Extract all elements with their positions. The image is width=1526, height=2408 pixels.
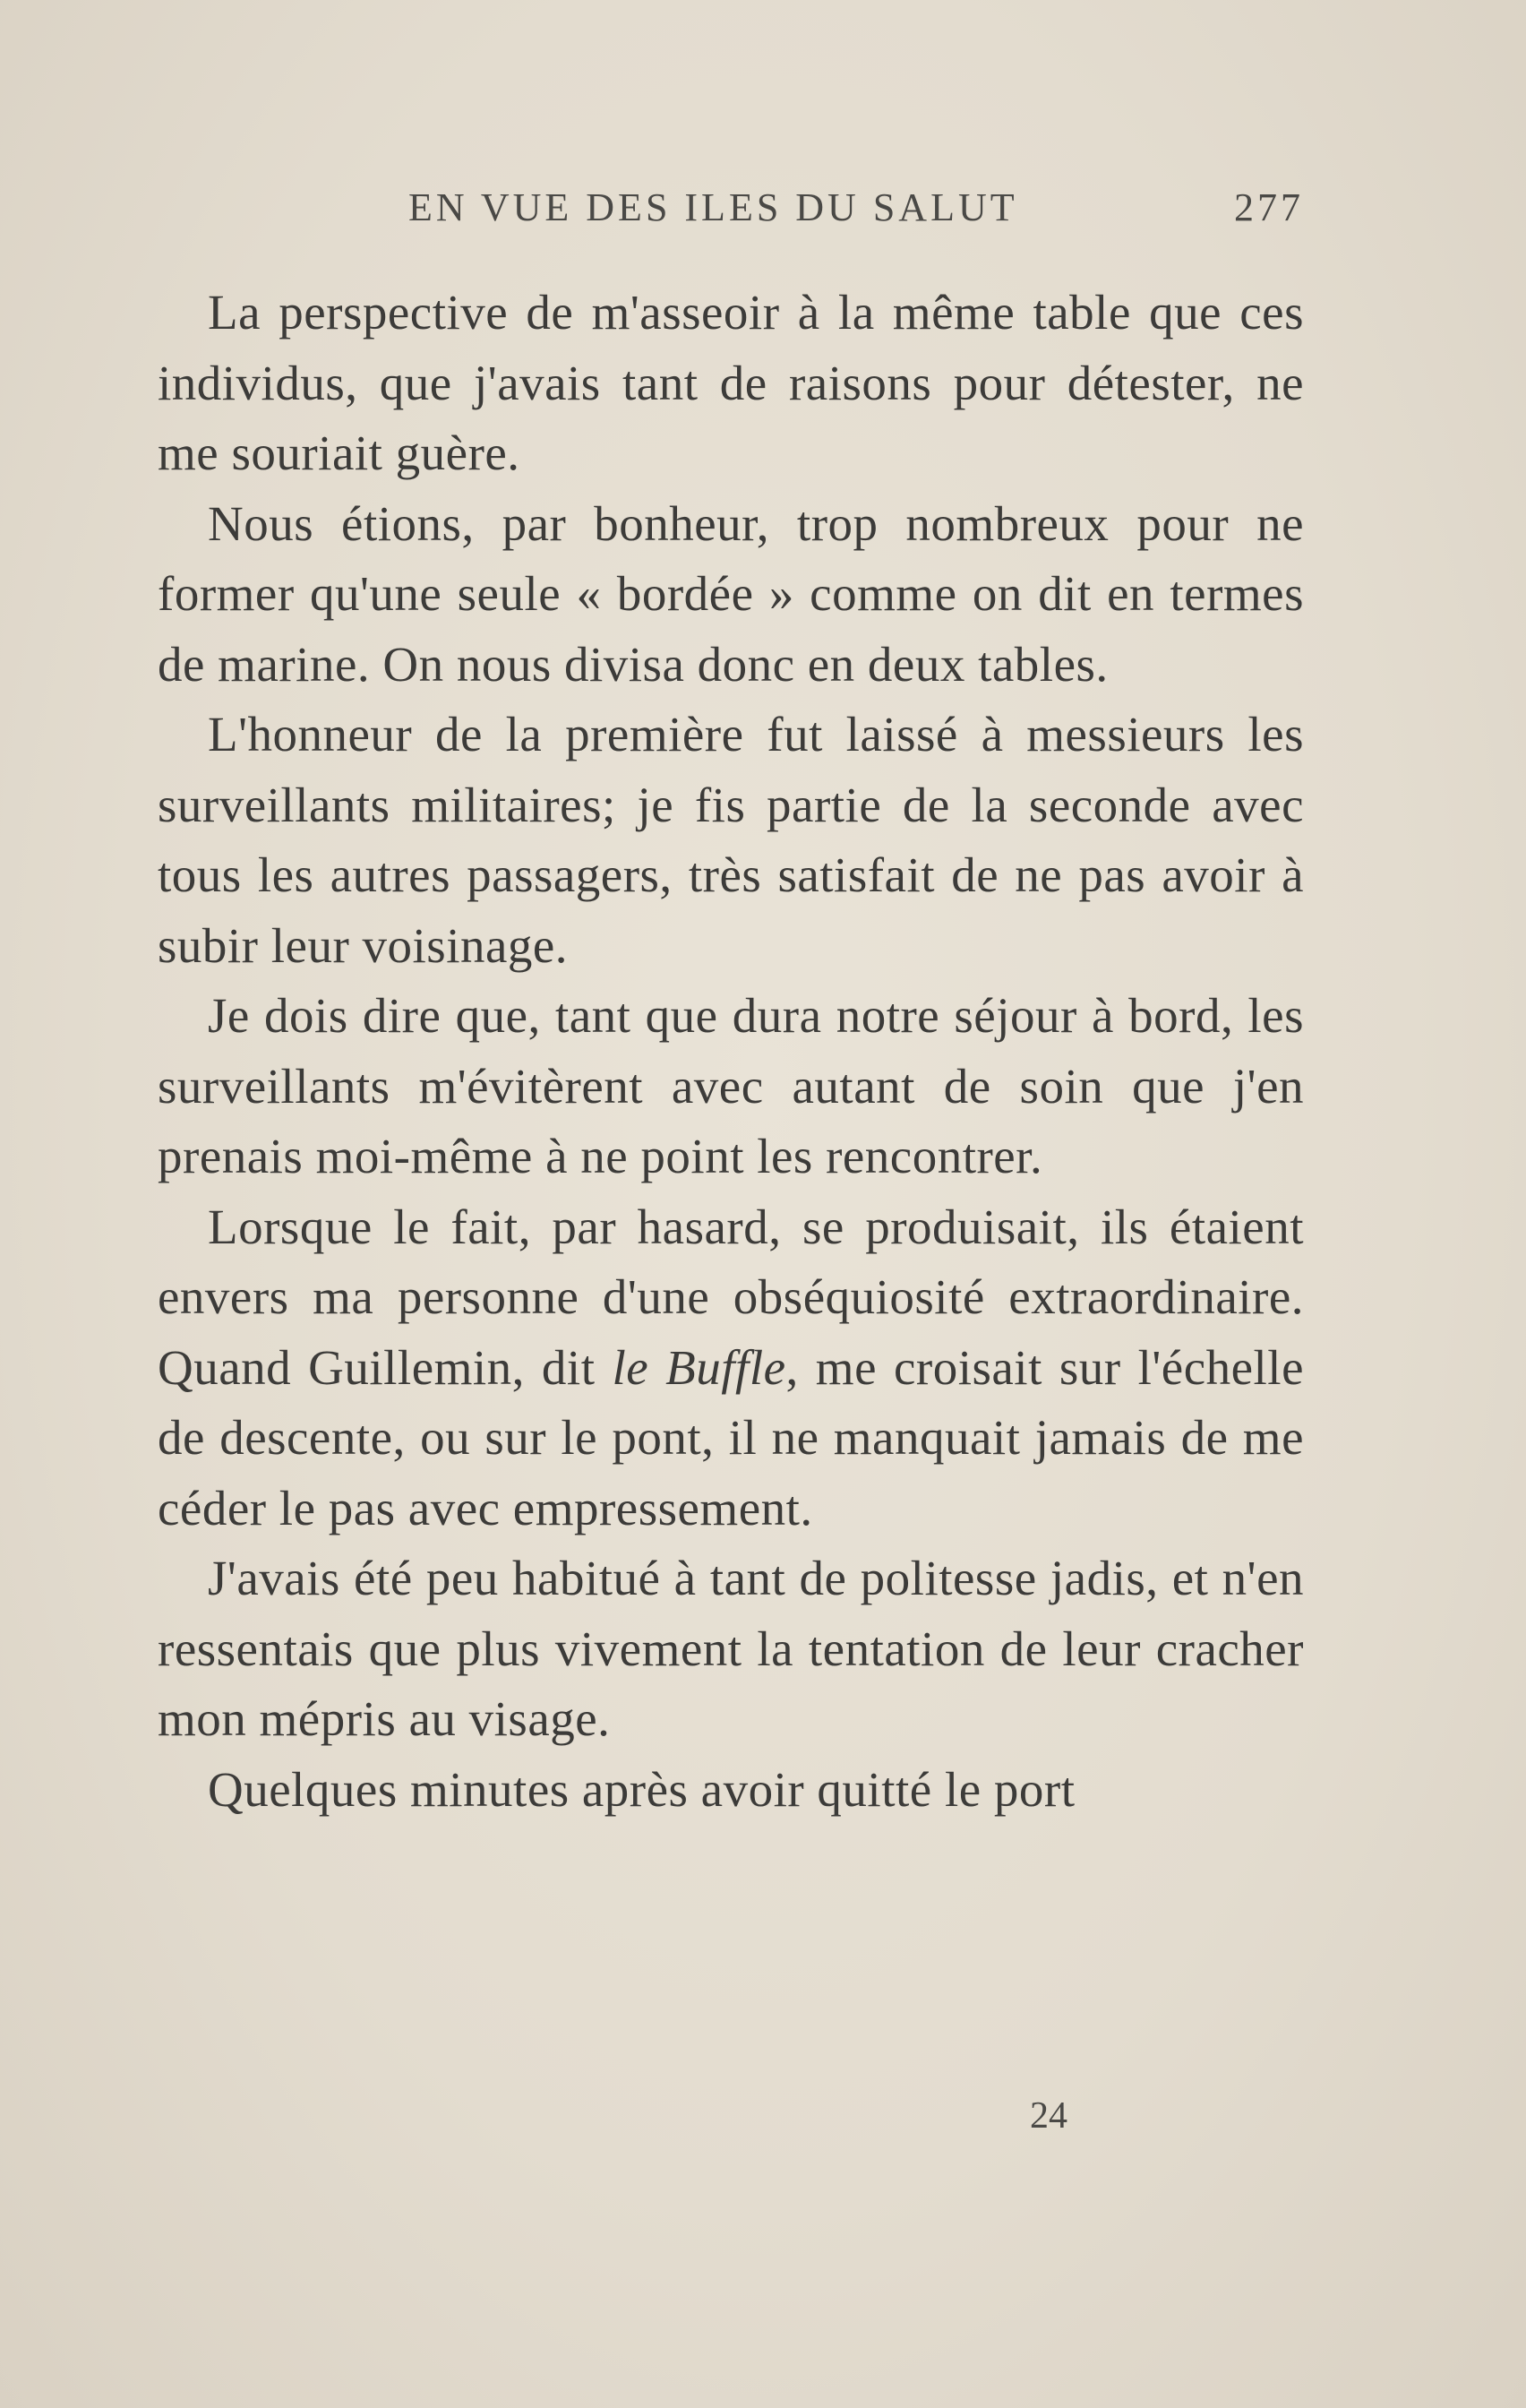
paragraph-text: Lorsque le fait, par hasard, se produisait, ils étaient envers ma personne d'une obséquiosité extraordinaire. Quand Guillemin, dit: [158, 1199, 1304, 1395]
paragraph: L'honneur de la première fut laissé à messieurs les surveillants militaires; je fis partie de la seconde avec tous les autres passagers, très satisfait de ne pas avoir à subir leur voisinage.: [158, 707, 1304, 973]
paragraph: Je dois dire que, tant que dura notre séjour à bord, les surveillants m'évitèrent avec autant de soin que j'en prenais moi-même à ne point les rencontrer.: [158, 988, 1304, 1183]
page-header: [158, 185, 1304, 238]
italic-nickname: le Buffle: [612, 1339, 786, 1395]
paragraph: [158, 1192, 1304, 1544]
paragraph: Quelques minutes après avoir quitté le port: [208, 1761, 1076, 1817]
body-text: [158, 278, 1304, 1825]
paragraph-text: , me croisait sur l'échelle de descente, ou sur le pont, il ne manquait jamais de me céder le pas avec empressement.: [158, 1339, 1304, 1535]
paragraph: La perspective de m'asseoir à la même table que ces individus, que j'avais tant de raisons pour détester, ne me souriait guère.: [158, 285, 1304, 480]
paragraph: Nous étions, par bonheur, trop nombreux pour ne former qu'une seule « bordée » comme on dit en termes de marine. On nous divisa donc en deux tables.: [158, 495, 1304, 692]
paragraph: J'avais été peu habitué à tant de politesse jadis, et n'en ressentais que plus vivement la tentation de leur cracher mon mépris au visage.: [158, 1551, 1304, 1746]
page-number: 277: [1234, 185, 1304, 229]
running-head: EN VUE DES ILES DU SALUT: [408, 185, 1018, 229]
signature-mark: 24: [1030, 2095, 1067, 2137]
